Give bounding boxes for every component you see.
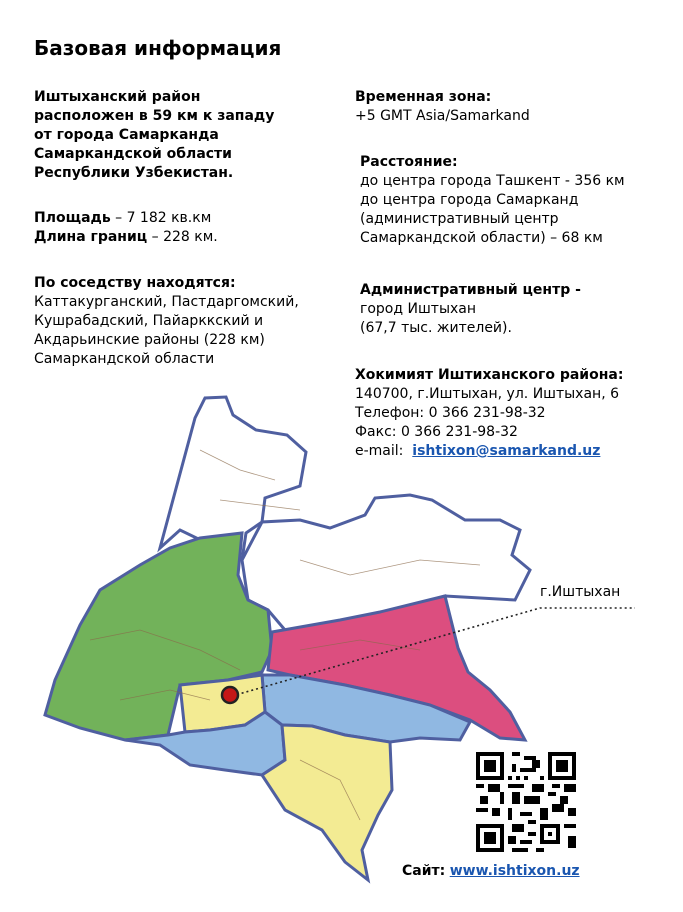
address: 140700, г.Иштыхан, ул. Иштыхан, 6 xyxy=(355,386,620,402)
location-line: Иштыханский район xyxy=(34,89,201,105)
phone: Телефон: 0 366 231-98-32 xyxy=(355,405,546,421)
email-link[interactable]: ishtixon@samarkand.uz xyxy=(412,443,601,459)
area-label: Площадь xyxy=(34,210,111,226)
distance-line: до центра города Ташкент - 356 км xyxy=(360,173,625,189)
email-label: e-mail: xyxy=(355,443,404,459)
fax: Факс: 0 366 231-98-32 xyxy=(355,424,518,440)
neighbors-line: Каттакурганский, Пастдаргомский, xyxy=(34,294,299,310)
distance-line: Самаркандской области) – 68 км xyxy=(360,230,603,246)
admin-dash: - xyxy=(570,282,581,298)
site-link[interactable]: www.ishtixon.uz xyxy=(449,863,580,879)
site-footer xyxy=(402,862,580,881)
admin-line: (67,7 тыс. жителей). xyxy=(360,320,512,336)
timezone-heading: Временная зона: xyxy=(355,89,492,105)
area-value: – 7 182 кв.км xyxy=(110,210,212,226)
city-label: г.Иштыхан xyxy=(540,584,621,600)
page-title: Базовая информация xyxy=(34,36,282,60)
neighbors-heading: По соседству находятся: xyxy=(34,275,236,291)
admin-heading: Административный центр xyxy=(360,282,571,298)
neighbors-line: Самаркандской области xyxy=(34,351,215,367)
border-value: – 228 км. xyxy=(147,229,218,245)
hokimiyat-heading: Хокимият Иштиханского района: xyxy=(355,367,624,383)
location-line: Республики Узбекистан. xyxy=(34,165,234,181)
border-label: Длина границ xyxy=(34,229,148,245)
admin-line: город Иштыхан xyxy=(360,301,477,317)
neighbors-line: Кушрабадский, Пайарккский и xyxy=(34,313,264,329)
neighbors-line: Акдарьинские районы (228 км) xyxy=(34,332,265,348)
distance-line: до центра города Самарканд xyxy=(360,192,579,208)
city-marker-icon xyxy=(222,687,238,703)
distance-heading: Расстояние: xyxy=(360,154,458,170)
distance-line: (административный центр xyxy=(360,211,559,227)
location-line: расположен в 59 км к западу xyxy=(34,108,275,124)
location-line: от города Самарканда xyxy=(34,127,219,143)
site-label: Сайт: xyxy=(402,863,446,879)
qr-code-icon xyxy=(476,752,576,852)
timezone-value: +5 GMT Asia/Samarkand xyxy=(355,108,530,124)
location-line: Самаркандской области xyxy=(34,146,232,162)
